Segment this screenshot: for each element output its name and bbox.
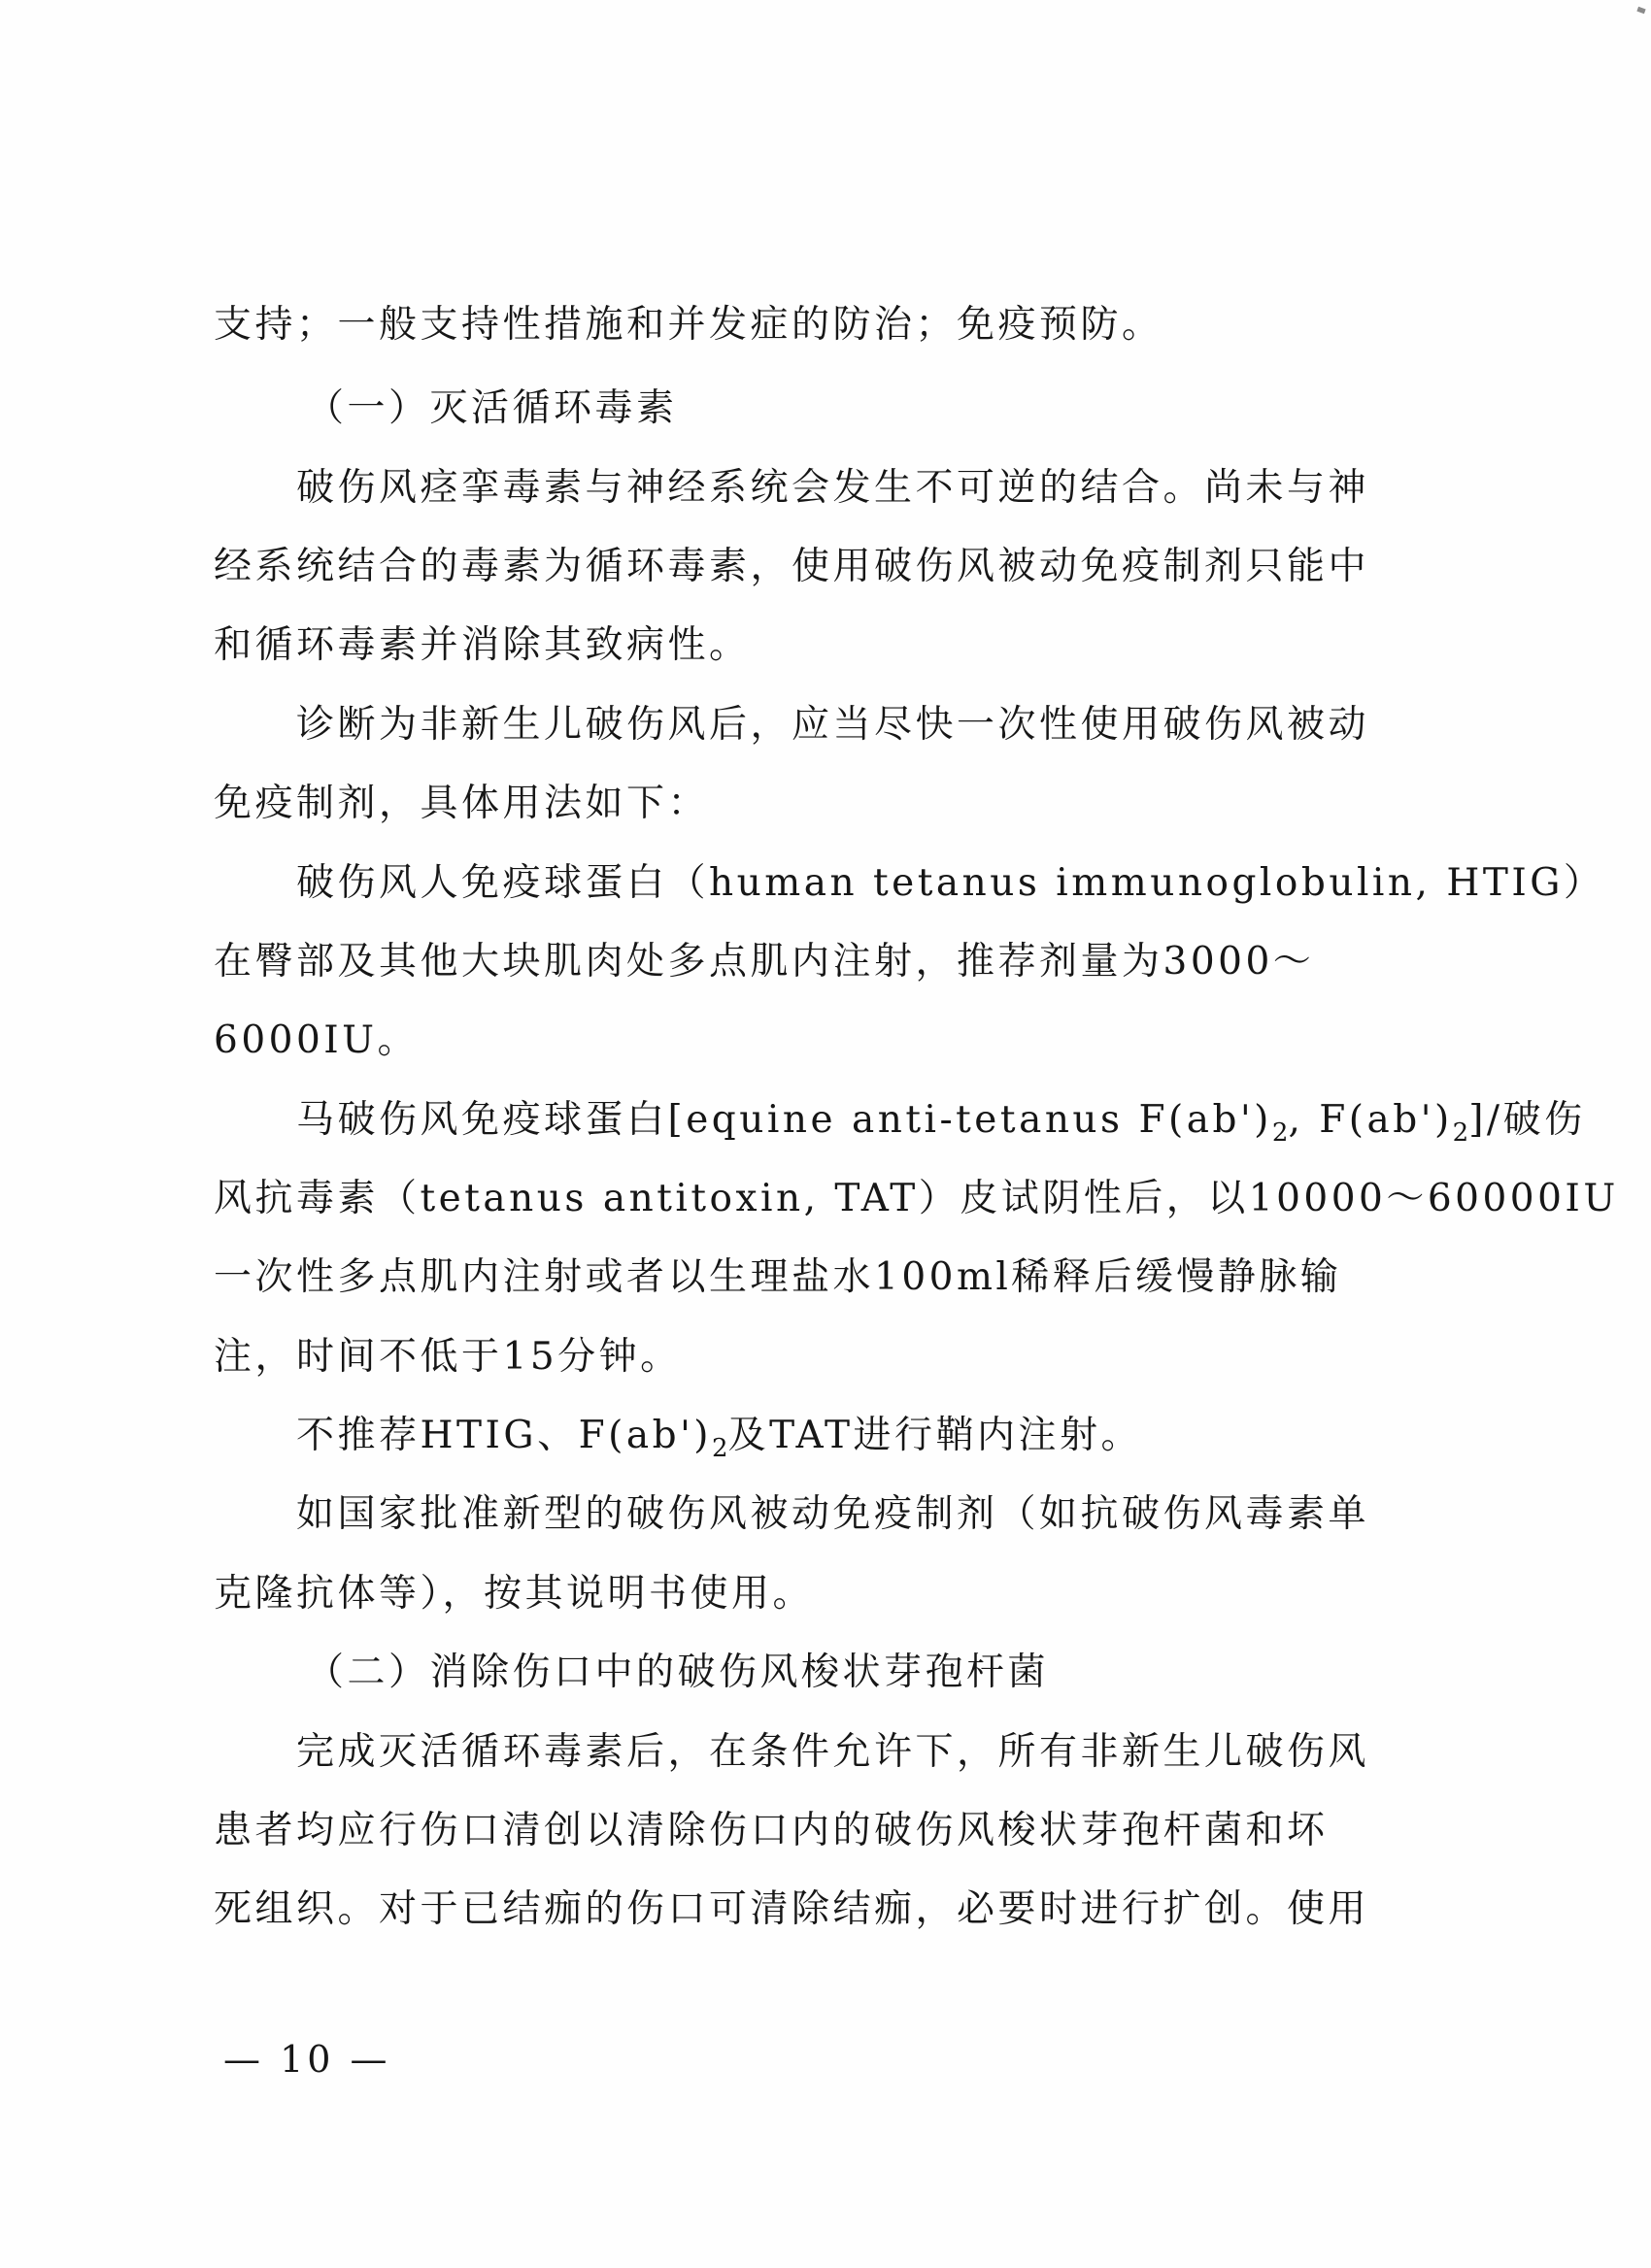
paragraph-7-line-2: 患者均应行伤口清创以清除伤口内的破伤风梭状芽孢杆菌和坏 <box>214 1809 1329 1852</box>
paragraph-3-line-2: 在臀部及其他大块肌肉处多点肌内注射，推荐剂量为3000～ <box>214 940 1315 984</box>
page-number: — 10 — <box>223 2038 391 2081</box>
paragraph-4-line-2: 风抗毒素（tetanus antitoxin, TAT）皮试阴性后，以10000～60000IU <box>214 1177 1619 1220</box>
subscript-2: 2 <box>712 1434 728 1463</box>
paragraph-4-line-1-text-a: 马破伤风免疫球蛋白[equine anti-tetanus F(ab') <box>296 1098 1272 1142</box>
section-heading-1: （一）灭活循环毒素 <box>306 386 678 430</box>
paragraph-4-line-1-text-c: ]/破伤 <box>1468 1098 1586 1142</box>
subscript-2: 2 <box>1452 1118 1469 1148</box>
paragraph-1-line-2: 经系统结合的毒素为循环毒素，使用破伤风被动免疫制剂只能中 <box>214 545 1370 588</box>
paragraph-7-line-1: 完成灭活循环毒素后，在条件允许下，所有非新生儿破伤风 <box>296 1730 1370 1774</box>
text-line-1: 支持；一般支持性措施和并发症的防治；免疫预防。 <box>214 303 1163 347</box>
paragraph-2-line-1: 诊断为非新生儿破伤风后，应当尽快一次性使用破伤风被动 <box>296 703 1370 747</box>
paragraph-6-line-2: 克隆抗体等），按其说明书使用。 <box>214 1572 815 1616</box>
section-heading-2: （二）消除伤口中的破伤风梭状芽孢杆菌 <box>306 1651 1050 1694</box>
paragraph-1-line-3: 和循环毒素并消除其致病性。 <box>214 623 751 667</box>
paragraph-4-line-1 <box>296 1093 1586 1151</box>
scan-edge-mark <box>1636 7 1645 14</box>
paragraph-4-line-1-text-b: , F(ab') <box>1288 1098 1453 1142</box>
paragraph-4-line-4: 注，时间不低于15分钟。 <box>214 1335 682 1379</box>
paragraph-3-line-1: 破伤风人免疫球蛋白（human tetanus immunoglobulin, HTIG） <box>296 861 1605 905</box>
paragraph-6-line-1: 如国家批准新型的破伤风被动免疫制剂（如抗破伤风毒素单 <box>296 1492 1370 1536</box>
paragraph-7-line-3: 死组织。对于已结痂的伤口可清除结痂，必要时进行扩创。使用 <box>214 1887 1370 1931</box>
paragraph-5-text-b: 及TAT进行鞘内注射。 <box>727 1414 1142 1457</box>
subscript-2: 2 <box>1271 1118 1289 1148</box>
paragraph-5-text-a: 不推荐HTIG、F(ab') <box>296 1414 713 1457</box>
paragraph-3-line-3: 6000IU。 <box>214 1018 420 1062</box>
paragraph-1-line-1: 破伤风痉挛毒素与神经系统会发生不可逆的结合。尚未与神 <box>296 466 1370 510</box>
paragraph-2-line-2: 免疫制剂，具体用法如下： <box>214 782 710 825</box>
paragraph-4-line-3: 一次性多点肌内注射或者以生理盐水100ml稀释后缓慢静脉输 <box>214 1255 1342 1299</box>
paragraph-5-line-1 <box>296 1409 1142 1467</box>
